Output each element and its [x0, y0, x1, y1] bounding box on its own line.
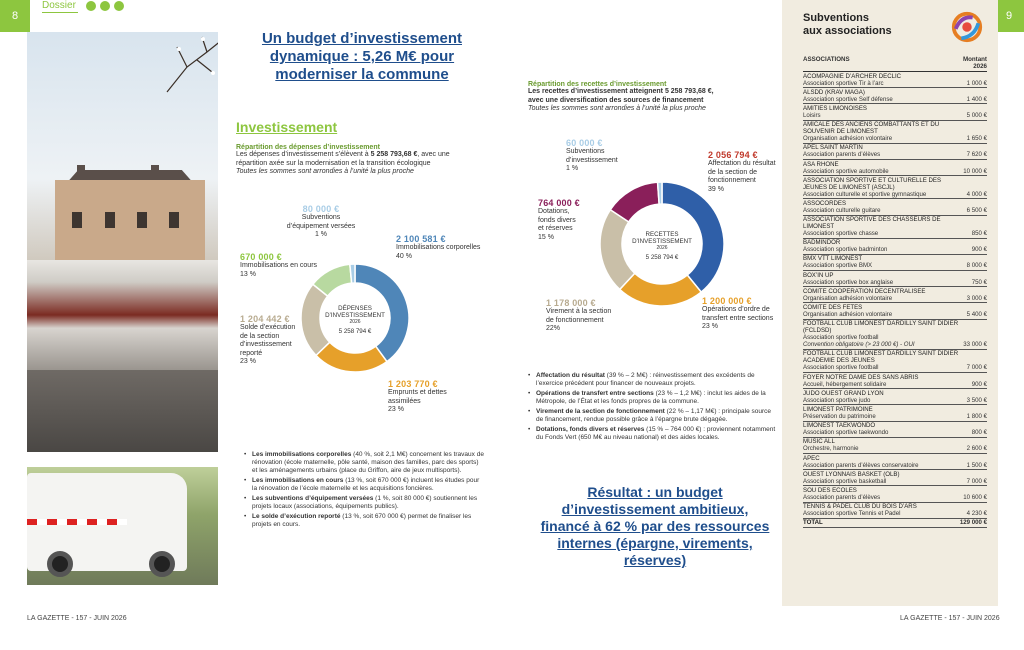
association-name: ASSOCORDES: [803, 199, 847, 207]
association-amount: 1 400 €: [966, 95, 987, 103]
association-name: LIMONEST PATRIMOINE: [803, 405, 873, 413]
table-row: [803, 389, 987, 405]
association-amount: 2 600 €: [966, 445, 987, 453]
association-amount: 5 400 €: [966, 311, 987, 319]
table-row: [803, 160, 987, 176]
association-name: OUEST LYONNAIS BASKET (OLB): [803, 470, 900, 478]
association-amount: 6 500 €: [966, 206, 987, 214]
association-type: Accueil, hébergement solidaire: [803, 380, 887, 388]
table-row: [803, 470, 987, 486]
association-type: Association sportive football: [803, 364, 879, 372]
label-immobilisations-corporelles: 2 100 581 € Immobilisations corporelles 40 %: [396, 234, 481, 260]
association-amount: 7 000 €: [966, 364, 987, 372]
table-row: [803, 350, 987, 373]
page-number-right: 9: [994, 0, 1024, 32]
list-item: • Les subventions d’équipement versées (1 %, soit 80 000 €) soutiennent les projets locaux (associations, équipements publics).: [244, 495, 484, 511]
list-item: • Les immobilisations corporelles (40 %, soit 2,1 M€) concernent les travaux de rénovation (école maternelle, pôle santé, maison des familles, parc des sports) et les aménagements urbains (place du Griffon, aire de jeux multisports).: [244, 451, 484, 476]
donut-slice: [658, 182, 662, 204]
recettes-donut-chart: [598, 180, 726, 308]
association-amount: 800 €: [971, 429, 987, 437]
depenses-intro: Répartition des dépenses d’investissement Les dépenses d’investissement s’élèvent à 5 258 793,68 €, avec une répartition axée sur la modernisation et la transition écologique Toutes les sommes sont arrondies à l’unité la plus proche: [236, 144, 450, 175]
association-name: JUDO OUEST GRAND LYON: [803, 389, 884, 397]
association-amount: 900 €: [971, 380, 987, 388]
association-type: Association sportive football: [803, 334, 879, 342]
association-name: APEC: [803, 454, 820, 462]
association-type: Association sportive taekwondo: [803, 429, 889, 437]
table-row: [803, 320, 987, 350]
association-amount: 10 600 €: [963, 493, 987, 501]
association-type: Orchestre, harmonie: [803, 445, 859, 453]
association-type: Association culturelle et sportive gymnastique: [803, 190, 927, 198]
association-type: Association sportive chasse: [803, 230, 879, 238]
table-total-row: TOTAL 129 000 €: [803, 519, 987, 527]
table-row: [803, 239, 987, 255]
table-row: [803, 486, 987, 502]
photo-utility-truck: [27, 467, 218, 585]
association-name: AMICALE DES ANCIENS COMBATTANTS ET DU SOUVENIR DE LIMONEST: [803, 121, 940, 136]
association-type: Association sportive automobile: [803, 167, 889, 175]
list-item: • Affectation du résultat (39 % – 2 M€) : réinvestissement des excédents de l’exercice précédent pour financer de nouveaux projets.: [528, 372, 776, 388]
table-row: [803, 503, 987, 519]
association-type: Association parents d’élèves: [803, 493, 881, 501]
association-amount: 7 620 €: [966, 151, 987, 159]
table-row: [803, 405, 987, 421]
footer-right: LA GAZETTE - 157 - JUIN 2026: [900, 615, 1000, 622]
association-type: Association sportive BMX: [803, 262, 873, 270]
table-row: [803, 255, 987, 271]
association-type: Association sportive basketball: [803, 477, 887, 485]
list-item: • Opérations de transfert entre sections (23 % – 1,2 M€) : inclut les aides de la Métropole, de l’État et les fonds propres de la commune.: [528, 390, 776, 406]
label-immobilisations-cours: 670 000 € Immobilisations en cours 13 %: [240, 252, 318, 278]
photo-town-hall-bus: [27, 32, 218, 452]
donut1-center-title: DÉPENSES: [338, 305, 372, 312]
donut1-center-year: 2026: [349, 319, 361, 325]
section-dots: [86, 1, 124, 11]
page-number-left: 8: [0, 0, 30, 32]
list-item: • Les immobilisations en cours (13 %, soit 670 000 €) incluent les études pour la rénovation de l’école maternelle et les acquisitions foncières.: [244, 477, 484, 493]
recettes-bullet-list: [528, 372, 776, 444]
association-amount: 3 000 €: [966, 294, 987, 302]
section-label: Dossier: [42, 0, 76, 11]
road: [27, 370, 218, 452]
associations-logo-icon: [948, 10, 986, 44]
association-name: APEL SAINT MARTIN: [803, 144, 863, 152]
association-type: Association sportive Tir à l’arc: [803, 79, 884, 87]
association-name: TENNIS & PADEL CLUB DU BOIS D’ARS: [803, 503, 917, 511]
sidebar-title: Subventions aux associations: [803, 12, 892, 37]
table-row: [803, 199, 987, 215]
label-subventions-investissement: 60 000 € Subventions d’investissement 1 %: [566, 138, 618, 172]
association-type: Organisation adhésion volontaire: [803, 311, 893, 319]
donut2-center-year: 2026: [656, 245, 668, 251]
table-row: [803, 216, 987, 239]
association-amount: 4 000 €: [966, 190, 987, 198]
association-name: FOOTBALL CLUB LIMONEST DARDILLY SAINT DIDIER ACADEMIE DES JEUNES: [803, 350, 959, 365]
association-amount: 5 000 €: [966, 111, 987, 119]
association-type: Association sportive judo: [803, 396, 871, 404]
table-row: [803, 88, 987, 104]
table-row: [803, 176, 987, 199]
label-subventions-equipement: 80 000 € Subventions d’équipement versées 1 %: [286, 204, 356, 238]
association-name: MUSIC ALL: [803, 438, 835, 446]
donut2-center-total: 5 258 794 €: [645, 254, 679, 261]
association-amount: 750 €: [971, 278, 987, 286]
association-name: ASSOCIATION SPORTIVE DES CHASSEURS DE LIMONEST: [803, 216, 941, 231]
page-title: Un budget d’investissement dynamique : 5,26 M€ pour moderniser la commune: [261, 30, 463, 83]
subventions-table: [803, 56, 987, 528]
depenses-bullet-list: [244, 451, 484, 531]
label-operations-transfert: 1 200 000 € Opérations d’ordre de transfert entre sections 23 %: [702, 296, 774, 330]
tree-branches-icon: [157, 32, 218, 102]
association-type: Association sportive badminton: [803, 246, 888, 254]
association-amount: 1 000 €: [966, 79, 987, 87]
table-header: ASSOCIATIONS Montant 2026: [803, 56, 987, 70]
association-name: FOOTBALL CLUB LIMONEST DARDILLY SAINT DIDIER (FCLDSD): [803, 320, 959, 335]
association-name: SOU DES ECOLES: [803, 486, 857, 494]
association-name: BMX VTT LIMONEST: [803, 255, 863, 263]
association-type: Association sportive box anglaise: [803, 278, 894, 286]
association-type: Association sportive Tennis et Padel: [803, 510, 901, 518]
association-type: Association culturelle guitare: [803, 206, 881, 214]
table-row: [803, 144, 987, 160]
label-affectation-resultat: 2 056 794 € Affectation du résultat de la section de fonctionnement 39 %: [708, 150, 776, 193]
association-type: Organisation adhésion volontaire: [803, 135, 893, 143]
table-row: [803, 287, 987, 303]
association-name: ASA RHONE: [803, 160, 839, 168]
association-amount: 33 000 €: [963, 341, 987, 349]
table-row: [803, 104, 987, 120]
association-name: ALSDD (KRAV MAGA): [803, 88, 865, 96]
association-type: Association parents d’élèves conservatoire: [803, 461, 919, 469]
association-type: Association sportive Self défense: [803, 95, 893, 103]
association-name: FOYER NOTRE DAME DES SANS ABRIS: [803, 373, 919, 381]
label-solde-execution: 1 204 442 € Solde d’exécution de la section d’investissement reporté 23 %: [240, 314, 296, 365]
label-dotations: 764 000 € Dotations, fonds divers et réserves 15 %: [538, 198, 580, 241]
donut1-center-subtitle: D’INVESTISSEMENT: [325, 312, 385, 319]
association-amount: 850 €: [971, 230, 987, 238]
association-amount: 3 500 €: [966, 396, 987, 404]
table-row: [803, 454, 987, 470]
association-amount: 4 230 €: [966, 510, 987, 518]
table-row: [803, 121, 987, 144]
association-name: AMITIES LIMONOISES: [803, 104, 867, 112]
donut2-center-subtitle: D’INVESTISSEMENT: [632, 238, 692, 245]
association-name: BADMINDOR: [803, 239, 841, 247]
donut2-center-title: RECETTES: [645, 231, 679, 238]
list-item: • Dotations, fonds divers et réserves (15 % – 764 000 €) : proviennent notamment du Fonds Vert (650 M€ au niveau national) et des aides locales.: [528, 426, 776, 442]
association-name: COMITE DES FETES: [803, 304, 863, 312]
list-item: • Virement de la section de fonctionnement (22 % – 1,17 M€) : principale source de financement, rendue possible grâce à l’épargne brute dégagée.: [528, 408, 776, 424]
association-name: LIMONEST TAEKWONDO: [803, 422, 876, 430]
association-type: Organisation adhésion volontaire: [803, 294, 893, 302]
table-row: [803, 373, 987, 389]
association-amount: 1 650 €: [966, 135, 987, 143]
donut1-center-total: 5 258 794 €: [338, 328, 372, 335]
table-row: [803, 438, 987, 454]
association-note: Convention obligatoire (> 23 000 €) - OUI: [803, 341, 915, 349]
association-name: COMITE COOPERATION DECENTRALISEE: [803, 287, 926, 295]
association-name: BOX’IN UP: [803, 271, 834, 279]
donut-slice: [316, 342, 387, 372]
association-type: Loisirs: [803, 111, 821, 119]
recettes-intro: Répartition des recettes d’investissement Les recettes d’investissement atteignent 5 258 793,68 €, avec une diversification des sources de financement Toutes les sommes sont arrondies à l’unité la plus proche: [528, 81, 714, 112]
association-name: ACOMPAGNIE D’ARCHER DECLIC: [803, 72, 902, 80]
association-name: ASSOCIATION SPORTIVE ET CULTURELLE DES JEUNES DE LIMONEST (ASCJL): [803, 176, 942, 191]
table-row: [803, 422, 987, 438]
list-item: • Le solde d’exécution reporté (13 %, soit 670 000 €) permet de finaliser les projets en cours.: [244, 513, 484, 529]
association-amount: 900 €: [971, 246, 987, 254]
section-title-investissement: Investissement: [236, 119, 338, 135]
association-type: Association parents d’élèves: [803, 151, 881, 159]
table-row: [803, 271, 987, 287]
bus: [27, 260, 218, 370]
label-emprunts-dettes: 1 203 770 € Emprunts et dettes assimilées 23 %: [388, 379, 447, 413]
association-amount: 1 500 €: [966, 461, 987, 469]
section-underline: [42, 12, 78, 13]
association-amount: 7 000 €: [966, 477, 987, 485]
label-virement: 1 178 000 € Virement à la section de fonctionnement 22%: [546, 298, 612, 332]
result-statement: Résultat : un budget d’investissement ambitieux, financé à 62 % par des ressources internes (épargne, virements, réserves): [540, 484, 770, 568]
table-row: [803, 303, 987, 319]
association-amount: 8 000 €: [966, 262, 987, 270]
association-type: Préservation du patrimoine: [803, 412, 876, 420]
footer-left: LA GAZETTE - 157 - JUIN 2026: [27, 615, 127, 622]
association-amount: 1 800 €: [966, 412, 987, 420]
table-row: [803, 72, 987, 88]
association-amount: 10 000 €: [963, 167, 987, 175]
